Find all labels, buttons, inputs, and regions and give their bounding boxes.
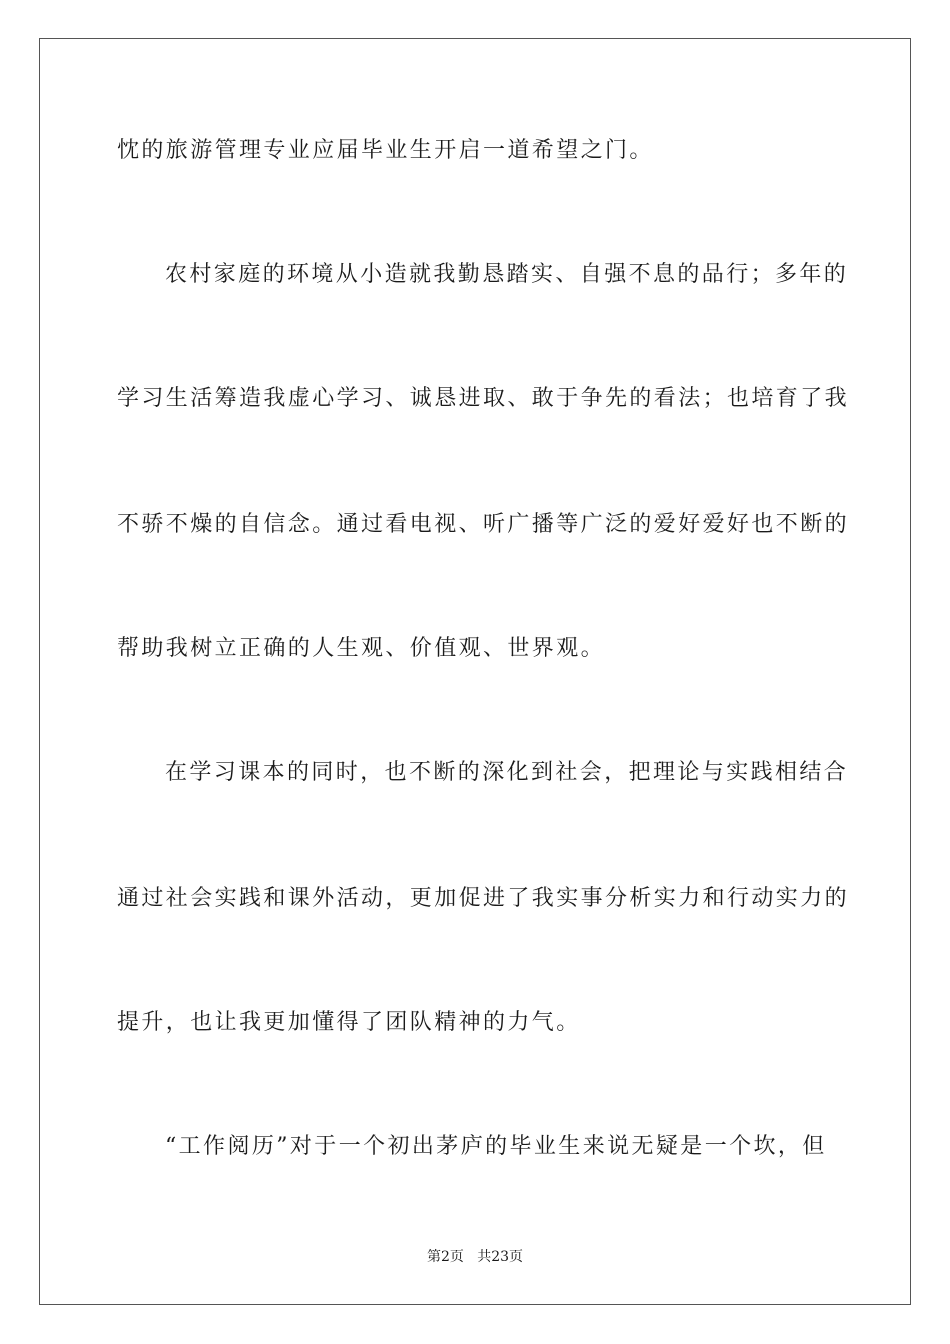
page-border — [39, 38, 911, 1305]
page-number-footer: 第2页 共23页 — [426, 1249, 524, 1265]
text-line-6: 在学习课本的同时，也不断的深化到社会，把理论与实践相结合 — [165, 760, 849, 785]
text-line-5: 帮助我树立正确的人生观、价值观、世界观。 — [117, 636, 606, 661]
text-line-2: 农村家庭的环境从小造就我勤恳踏实、自强不息的品行；多年的 — [165, 262, 849, 287]
text-line-4: 不骄不燥的自信念。通过看电视、听广播等广泛的爱好爱好也不断的 — [117, 512, 850, 537]
text-line-1: 忱的旅游管理专业应届毕业生开启一道希望之门。 — [117, 138, 654, 163]
text-line-8: 提升，也让我更加懂得了团队精神的力气。 — [117, 1010, 581, 1035]
text-line-3: 学习生活筹造我虚心学习、诚恳进取、敢于争先的看法；也培育了我 — [117, 386, 850, 411]
text-line-7: 通过社会实践和课外活动，更加促进了我实事分析实力和行动实力的 — [117, 886, 850, 911]
text-line-9: “工作阅历”对于一个初出茅庐的毕业生来说无疑是一个坎，但 — [165, 1134, 827, 1159]
